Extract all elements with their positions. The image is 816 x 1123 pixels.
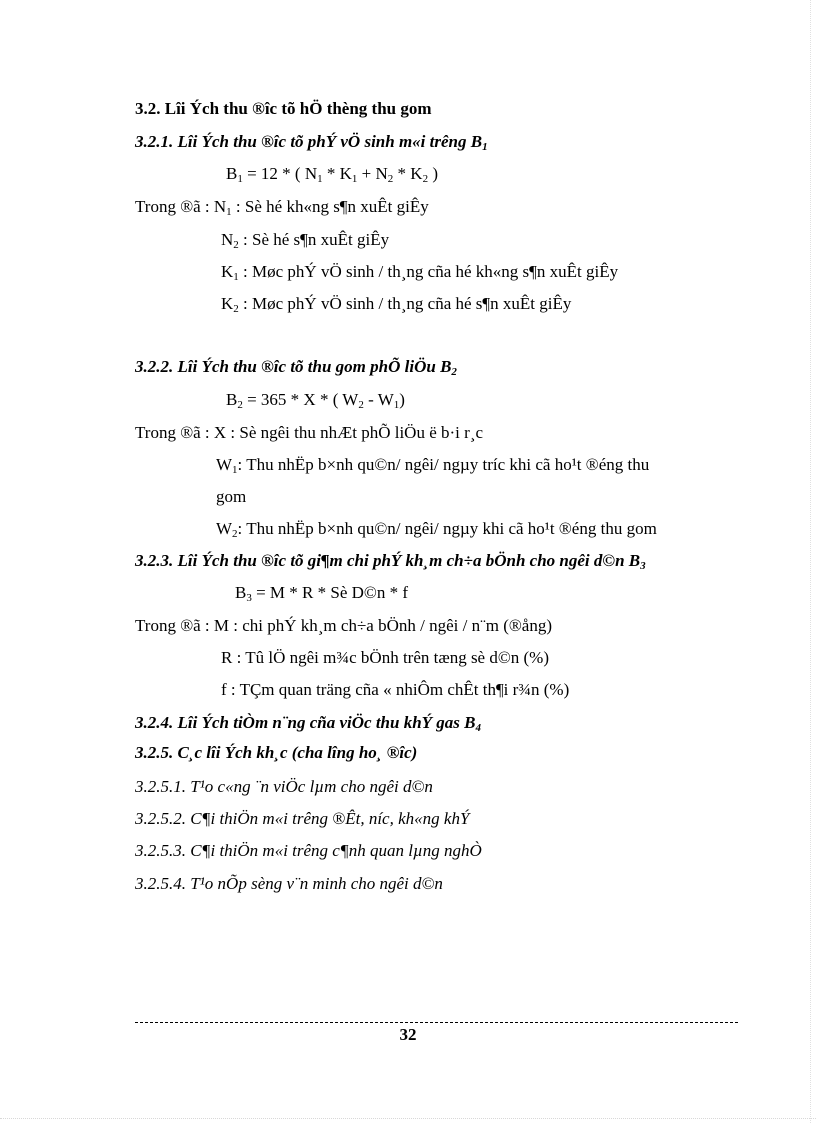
formula-b2: $B_2 = 365 * X$ * ( $W_2 - W_1$) xyxy=(226,390,405,411)
definition-w2: $W_2$: Thu nhËp b×nh qu©n/ ngêi/ ngµy khi cã ho¹t ®éng thu gom xyxy=(216,519,657,540)
definition-k1: $K_1$ : Møc phÝ vÖ sinh / th¸ng cña hé kh«ng s¶n xuÊt giÊy xyxy=(221,262,619,283)
definition-x: Trong ®ã : X : Sè ngêi thu nhÆt phÕ liÖu ë b·i r¸c xyxy=(135,423,484,442)
subsection-heading-3-2-5: 3.2.5. C¸c lîi Ých kh¸c (cha lîng ho¸ ®îc) xyxy=(135,743,418,762)
section-heading-3-2: 3.2. Lîi Ých thu ®îc tõ hÖ thèng thu gom xyxy=(135,99,432,118)
definition-m: Trong ®ã : M : chi phÝ kh¸m ch÷a bÖnh / ngêi / n¨m (®ång) xyxy=(135,616,552,635)
list-item: 3.2.5.3. C¶i thiÖn m«i trêng c¶nh quan lµng nghÒ xyxy=(135,841,482,860)
formula-b3: $B_3 = M * R$ * Sè D©n * f xyxy=(235,583,408,604)
definition-n2: $N_2$ : Sè hé s¶n xuÊt giÊy xyxy=(221,230,390,251)
subsection-heading-3-2-2: 3.2.2. Lîi Ých thu ®îc tõ thu gom phÕ liÖu $B_2$ xyxy=(135,357,457,378)
footer-divider xyxy=(135,1022,738,1023)
list-item: 3.2.5.4. T¹o nÕp sèng v¨n minh cho ngêi d©n xyxy=(135,874,443,893)
subsection-heading-3-2-1: 3.2.1. Lîi Ých thu ®îc tõ phÝ vÖ sinh m«i trêng $B_1$ xyxy=(135,132,488,153)
list-item: 3.2.5.2. C¶i thiÖn m«i trêng ®Êt, níc, kh«ng khÝ xyxy=(135,809,470,828)
definition-w1: $W_1$: Thu nhËp b×nh qu©n/ ngêi/ ngµy tríc khi cã ho¹t ®éng thu xyxy=(216,455,650,476)
definition-r: R : Tû lÖ ngêi m¾c bÖnh trên tæng sè d©n (%) xyxy=(221,648,550,667)
page-bottom-edge xyxy=(0,1118,816,1119)
subsection-heading-3-2-4: 3.2.4. Lîi Ých tiÒm n¨ng cña viÖc thu khÝ gas $B_4$ xyxy=(135,713,482,734)
definition-k2: $K_2$ : Møc phÝ vÖ sinh / th¸ng cña hé s¶n xuÊt giÊy xyxy=(221,294,572,315)
page-number: 32 xyxy=(399,1025,417,1044)
definition-w1-continued: gom xyxy=(216,487,247,506)
formula-b1: $B_1 = 12$ * ( $N_1 * K_1 + N_2 * K_2$ ) xyxy=(226,164,438,185)
page-right-edge xyxy=(810,0,811,1123)
definition-f: f : TÇm quan träng cña « nhiÔm chÊt th¶i r¾n (%) xyxy=(221,680,570,699)
definition-n1: Trong ®ã : $N_1$ : Sè hé kh«ng s¶n xuÊt giÊy xyxy=(135,197,429,218)
subsection-heading-3-2-3: 3.2.3. Lîi Ých thu ®îc tõ gi¶m chi phÝ kh¸m ch÷a bÖnh cho ngêi d©n $B_3$ xyxy=(135,551,646,572)
list-item: 3.2.5.1. T¹o c«ng ¨n viÖc lµm cho ngêi d©n xyxy=(135,777,433,796)
